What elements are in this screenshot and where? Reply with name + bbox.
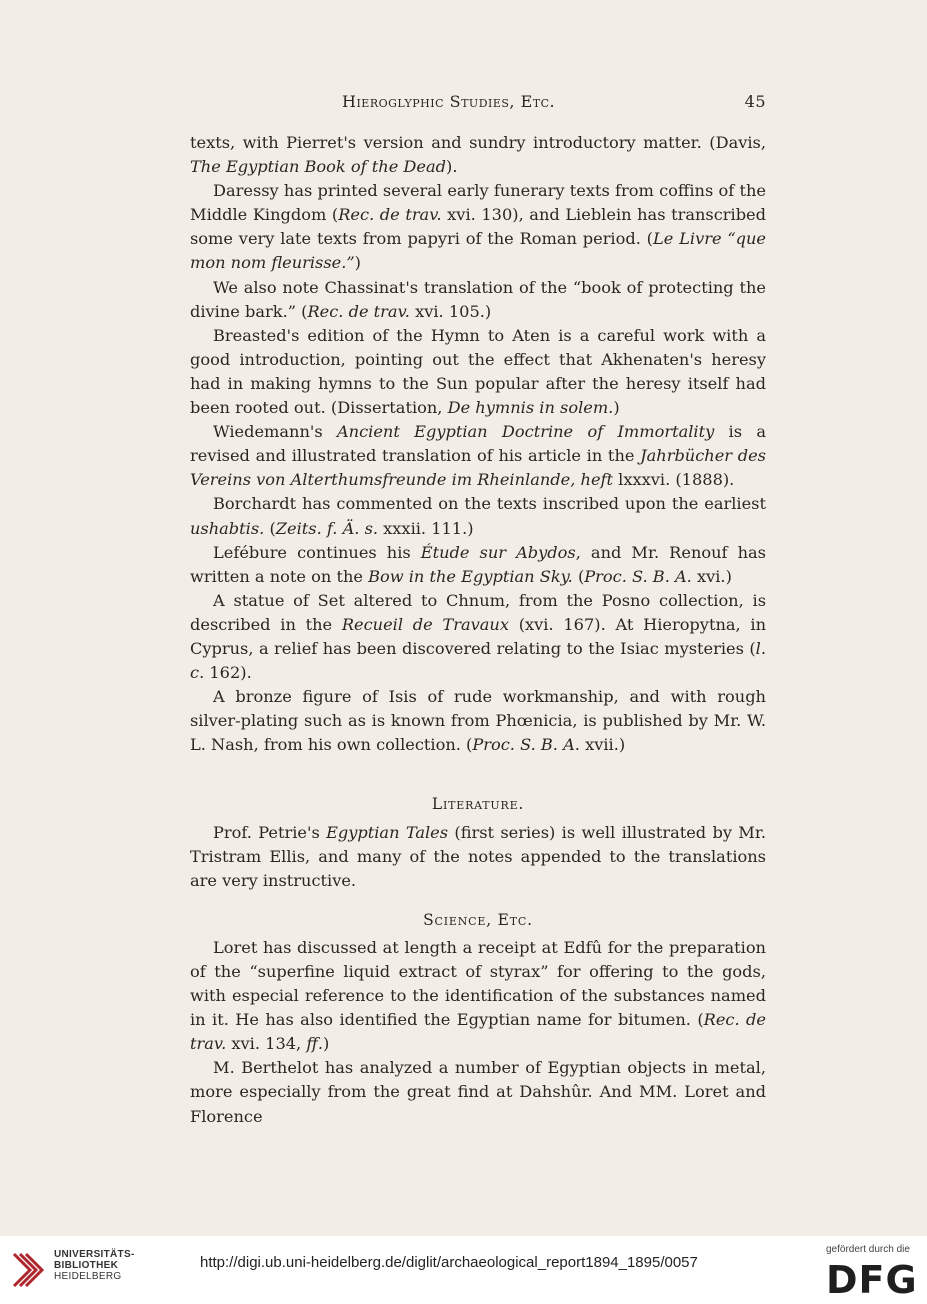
- paragraph: M. Berthelot has analyzed a number of Egyptian objects in metal, more especially from the great find at Dahshûr. And MM. Loret and Florence: [190, 1058, 766, 1126]
- paragraph: A statue of Set altered to Chnum, from the Posno collection, is described in the Recueil de Travaux (xvi. 167). At Hieropytna, in Cyprus, a relief has been discovered relating to the Isiac mysteries (l. c. 162).: [190, 590, 767, 683]
- paragraph: A bronze figure of Isis of rude workmanship, and with rough silver-plating such as is known from Phœnicia, is published by Mr. W. L. Nash, from his own collection. (Proc. S. B. A. xvii.): [190, 687, 766, 755]
- paragraph: Wiedemann's Ancient Egyptian Doctrine of Immortality is a revised and illustrated translation of his article in the Jahrbücher des Vereins von Alterthumsfreunde im Rheinlande, heft lxxxvi. (1888).: [190, 422, 766, 490]
- library-name-line: UNIVERSITÄTS-: [54, 1249, 135, 1260]
- running-title: Hieroglyphic Studies, Etc.: [342, 92, 556, 111]
- paragraph: Prof. Petrie's Egyptian Tales (first series) is well illustrated by Mr. Tristram Ellis, and many of the notes appended to the translations are very instructive.: [190, 822, 766, 890]
- paragraph: Breasted's edition of the Hymn to Aten is a careful work with a good introduction, pointing out the effect that Akhenaten's heresy had in making hymns to the Sun popular after the heresy itself had been rooted out. (Dissertation, De hymnis in solem.): [190, 325, 766, 418]
- paragraph: Lefébure continues his Étude sur Abydos, and Mr. Renouf has written a note on the Bow in the Egyptian Sky. (Proc. S. B. A. xvi.): [190, 542, 766, 586]
- funding-note: gefördert durch die: [826, 1244, 910, 1255]
- running-header: [190, 92, 766, 116]
- section-heading-science: Science, Etc.: [423, 910, 533, 929]
- university-seal-icon: [12, 1250, 48, 1290]
- section-heading-literature: Literature.: [431, 795, 525, 814]
- paragraph: Daressy has printed several early funerary texts from coffins of the Middle Kingdom (Rec. de trav. xvi. 130), and Lieblein has transcribed some very late texts from papyri of the Roman period. (Le Livre “que mon nom fleurisse.”): [190, 181, 766, 273]
- paragraph: Loret has discussed at length a receipt at Edfû for the preparation of the “superfine liquid extract of styrax” for offering to the gods, with especial reference to the identification of the substances named in it. He has also identified the Egyptian name for bitumen. (Rec. de trav. xvi. 134, ff.): [190, 937, 766, 1054]
- library-name-line: HEIDELBERG: [54, 1271, 122, 1282]
- dfg-logo: DFG: [826, 1258, 918, 1302]
- paragraph: texts, with Pierret's version and sundry introductory matter. (Davis, The Egyptian Book of the Dead).: [190, 133, 766, 177]
- paragraph: We also note Chassinat's translation of the “book of protecting the divine bark.” (Rec. de trav. xvi. 105.): [190, 277, 766, 321]
- paragraph: Borchardt has commented on the texts inscribed upon the earliest ushabtis. (Zeits. f. Ä. s. xxxii. 111.): [190, 494, 766, 538]
- library-name-line: BIBLIOTHEK: [54, 1260, 119, 1271]
- page-number: 45: [744, 92, 766, 111]
- permalink[interactable]: http://digi.ub.uni-heidelberg.de/diglit/archaeological_report1894_1895/0057: [200, 1254, 698, 1271]
- body-text: [190, 131, 766, 1129]
- viewer-footer: [0, 1236, 927, 1304]
